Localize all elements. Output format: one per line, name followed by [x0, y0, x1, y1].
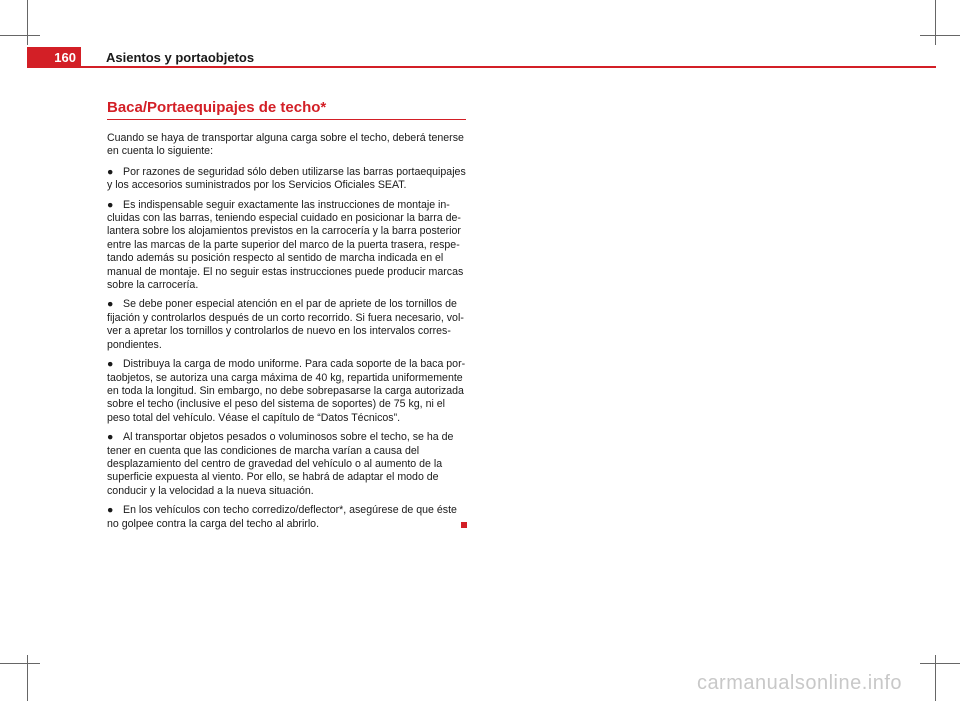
list-item-text: En los vehículos con techo corredizo/deflector*, asegúrese de que éste no golpee contra la carga del techo al abrirlo. [107, 504, 457, 530]
crop-mark [0, 663, 40, 664]
bullet-icon: ● [107, 358, 114, 371]
list-item [107, 298, 467, 352]
bullet-icon: ● [107, 504, 114, 517]
crop-mark [920, 35, 960, 36]
list-item [107, 504, 467, 531]
list-item-text: Por razones de seguridad sólo deben utilizarse las barras portaequipajes y los accesorios suministrados por los Servicios Oficiales SEAT. [107, 165, 466, 192]
list-item-text: Al transportar objetos pesados o voluminosos sobre el techo, se ha de tener en cuenta que las condiciones de marcha varían a causa del desplazamiento del centro de gravedad del vehículo o al aumento de la superficie expuesta al viento. Por ello, se habrá de adaptar el modo de conducir y la velocidad a la nueva situación. [107, 431, 454, 497]
list-item [107, 431, 467, 498]
bullet-icon: ● [107, 198, 114, 211]
chapter-title: Asientos y portaobjetos [106, 50, 255, 65]
list-item-text: Es indispensable seguir exactamente las instrucciones de montaje incluidas con las barras, teniendo especial cuidado en posicionar la barra delantera sobre los alojamientos previstos en la carrocería y la barra posterior entre las marcas de la parte superior del marco de la puerta trasera, respetando además su posición respecto al sentido de marcha indicada en el manual de montaje. El no seguir estas instrucciones puede producir marcas sobre la carrocería. [107, 198, 464, 292]
list-item-text: Distribuya la carga de modo uniforme. Para cada soporte de la baca portaobjetos, se autoriza una carga máxima de 40 kg, repartida uniformemente en toda la longitud. Sin embargo, no debe sobrepasarse la carga autorizada sobre el techo (inclusive el peso del sistema de soportes) de 75 kg, ni el peso total del vehículo. Véase el capítulo de “Datos Técnicos”. [107, 358, 466, 424]
list-item-text: Se debe poner especial atención en el par de apriete de los tornillos de fijación y controlarlos después de un corto recorrido. Si fuera necesario, volver a apretar los tornillos y controlarlos de nuevo en los intervalos correspondientes. [107, 298, 464, 351]
list-item [107, 199, 467, 293]
list-item [107, 166, 467, 193]
bullet-icon: ● [107, 298, 114, 311]
crop-mark [935, 655, 936, 701]
intro-paragraph: Cuando se haya de transportar alguna carga sobre el techo, deberá tenerse en cuenta lo siguiente: [107, 132, 464, 158]
watermark: carmanualsonline.info [696, 672, 902, 694]
crop-mark [27, 0, 28, 45]
bullet-list [107, 166, 467, 531]
section-title: Baca/Portaequipajes de techo* [107, 99, 327, 116]
bullet-icon: ● [107, 165, 114, 178]
crop-mark [920, 663, 960, 664]
bullet-icon: ● [107, 431, 114, 444]
crop-mark [27, 655, 28, 701]
crop-mark [935, 0, 936, 45]
list-item [107, 358, 467, 425]
header-rule [81, 66, 936, 68]
section-end-marker [461, 522, 467, 528]
body-text [107, 132, 467, 537]
page-number: 160 [27, 47, 81, 68]
crop-mark [0, 35, 40, 36]
section-rule [107, 119, 466, 120]
